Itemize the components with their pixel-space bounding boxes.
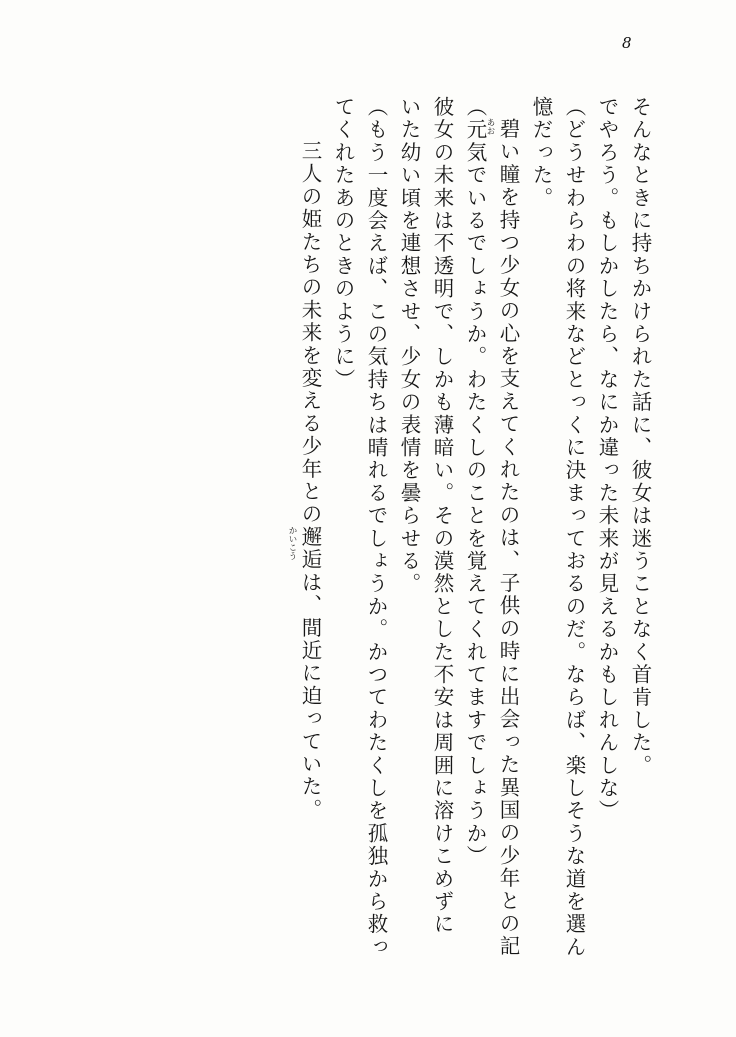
text-column: そんなときに持ちかけられた話に、彼女は迷うことなく首肯した。 (628, 96, 652, 777)
ruby-annotation-group (287, 525, 322, 572)
ruby-text: かいこう (287, 525, 297, 560)
ruby-annotation-group (485, 118, 520, 141)
ruby-base: 碧 (496, 118, 520, 141)
text-column: でやろう。もしかしたら、なにか違った未来が見えるかもしれんしな） (595, 96, 619, 823)
text-column: てくれたあのときのように） (331, 96, 355, 392)
page-number: 8 (621, 34, 632, 52)
ruby-text: あお (485, 118, 495, 135)
text-column-with-ruby (485, 96, 520, 999)
vertical-text-body (70, 96, 650, 977)
text-column: 彼女の未来は不透明で、しかも薄暗い。その漠然とした不安は周囲に溶けこめずに (430, 96, 454, 936)
text-column-final (287, 96, 322, 1021)
text-column: （どうせわらわの将来などとっくに決まっておるのだ。ならば、楽しそうな道を選ん (562, 96, 586, 959)
final-line-prefix: 三人の姫たちの未来を変える少年との (298, 140, 322, 526)
text-column: 憶だった。 (529, 96, 553, 210)
text-column-rest: い瞳を持つ少女の心を支えてくれたのは、子供の時に出会った異国の少年との記 (496, 140, 520, 958)
ruby-base: 邂逅 (298, 525, 322, 572)
text-column: （元気でいるでしょうか。わたくしのことを覚えてくれてますでしょうか） (463, 96, 487, 868)
text-column: いた幼い頃を連想させ、少女の表情を曇らせる。 (397, 96, 421, 596)
final-line-suffix: は、間近に迫っていた。 (298, 571, 322, 822)
text-column: （もう一度会えば、この気持ちは晴れるでしょうか。かつてわたくしを孤独から救っ (364, 96, 388, 959)
